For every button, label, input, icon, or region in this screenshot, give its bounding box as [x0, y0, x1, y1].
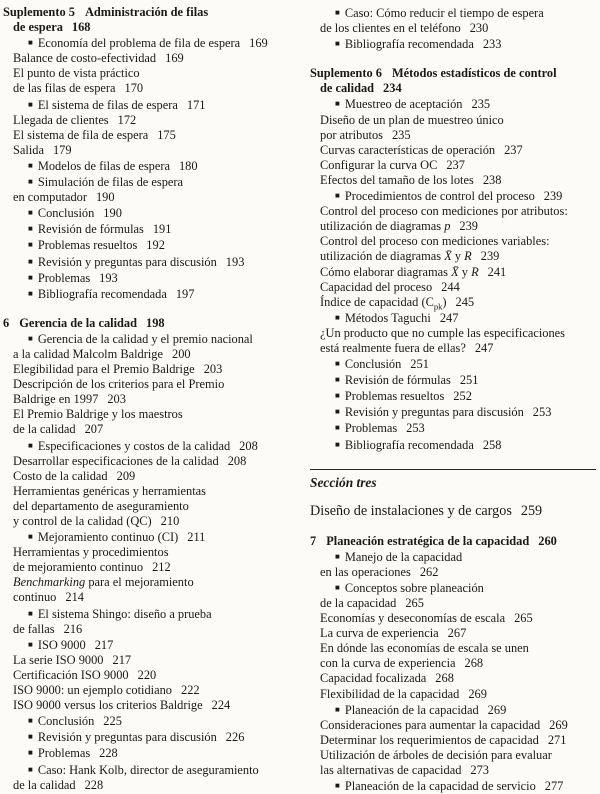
toc-line: Herramientas y procedimientos: [13, 545, 169, 560]
square-bullet-icon: ■: [335, 439, 340, 449]
page-number: 190: [95, 190, 115, 205]
page-number: 169: [165, 51, 184, 66]
toc-line: y control de la calidad (QC) 210: [13, 514, 180, 528]
toc-line: Costo de la calidad 209: [13, 468, 136, 483]
toc-item-bulleted: [310, 778, 600, 794]
chapter-number: Suplemento 5: [3, 5, 75, 19]
toc-line: de fallas 216: [13, 621, 83, 636]
page-number: 273: [470, 763, 489, 778]
toc-item-bulleted: [3, 205, 295, 221]
page-number: 247: [474, 340, 494, 355]
toc-line: Llegada de clientes 172: [13, 112, 137, 127]
toc-column-left: [3, 5, 295, 794]
page-number: 198: [146, 315, 165, 330]
page-number: 207: [84, 422, 104, 437]
toc-line: de mejoramiento continuo 212: [13, 560, 171, 575]
page-number: 212: [152, 560, 171, 575]
toc-item: [310, 143, 600, 158]
toc-line: ■ Revisión y preguntas para discusión 193: [28, 254, 245, 269]
toc-line: ■ Simulación de filas de espera: [28, 175, 184, 190]
square-bullet-icon: ■: [28, 208, 33, 218]
toc-line: ■ Problemas 193: [28, 270, 118, 285]
toc-line: ■ Problemas 253: [335, 421, 425, 436]
page-number: 226: [225, 730, 245, 745]
page-number: 224: [211, 698, 231, 713]
toc-item-bulleted: [3, 331, 295, 362]
page-number: 170: [124, 81, 144, 96]
page-number: 214: [65, 590, 84, 605]
toc-line: ■ Gerencia de la calidad y el premio nacional: [28, 331, 253, 346]
toc-item-bulleted: [3, 713, 295, 729]
page-number: 192: [146, 238, 165, 253]
toc-line: utilización de diagramas p 239: [320, 219, 478, 234]
toc-line: ■ El sistema Shingo: diseño a prueba: [28, 606, 212, 621]
toc-item: [3, 653, 295, 668]
part-heading: [310, 474, 600, 491]
toc-line: ■ Planeación de la capacidad de servicio 277: [335, 779, 564, 794]
section-divider-rule: [310, 469, 596, 470]
toc-item: [3, 143, 295, 158]
page-number: 172: [117, 112, 137, 127]
toc-line: a la calidad Malcolm Baldrige 200: [13, 346, 191, 361]
toc-line: de espera 168: [13, 20, 91, 35]
toc-line: utilización de diagramas X̄ y R 239: [320, 249, 500, 264]
page-number: 253: [406, 421, 425, 436]
toc-line: de la capacidad 265: [320, 596, 424, 610]
toc-item-bulleted: [310, 420, 600, 436]
toc-item-bulleted: [3, 762, 295, 793]
toc-item-bulleted: [3, 745, 295, 761]
toc-item: [310, 611, 600, 626]
page-number: 239: [459, 219, 478, 234]
toc-item: [3, 454, 295, 469]
toc-item: [310, 718, 600, 733]
page-number: 235: [471, 97, 491, 112]
toc-item: [310, 687, 600, 702]
square-bullet-icon: ■: [28, 240, 33, 250]
toc-line: 6 Gerencia de la calidad 198: [3, 315, 165, 330]
toc-item-bulleted: [310, 437, 600, 453]
page-number: 252: [453, 389, 472, 404]
toc-item-bulleted: [310, 388, 600, 404]
toc-chapter-heading: [3, 316, 295, 331]
toc-line: ■ Bibliografía recomendada 233: [335, 37, 502, 52]
toc-item: [3, 698, 295, 713]
toc-line: ■ Conclusión 190: [28, 206, 122, 221]
toc-item: [3, 377, 295, 407]
toc-item: [3, 683, 295, 698]
page-number: 235: [391, 127, 411, 142]
chapter-number: Suplemento 6: [310, 66, 382, 81]
page-number: 225: [103, 714, 122, 729]
square-bullet-icon: ■: [28, 288, 33, 298]
page-number: 234: [383, 81, 402, 96]
toc-item: [310, 641, 600, 671]
toc-item: [310, 326, 600, 356]
page-number: 228: [84, 777, 104, 792]
toc-line: ■ Revisión y preguntas para discusión 253: [335, 405, 552, 420]
toc-item-bulleted: [3, 286, 295, 302]
square-bullet-icon: ■: [28, 333, 33, 343]
toc-line: ■ Manejo de la capacidad: [335, 549, 463, 564]
page-number: 191: [152, 222, 172, 237]
square-bullet-icon: ■: [28, 732, 33, 742]
page-number: 168: [71, 20, 91, 35]
toc-line: ■ Conceptos sobre planeación: [335, 580, 484, 595]
toc-item: [310, 280, 600, 295]
toc-line: ISO 9000 versus los criterios Baldrige 224: [13, 698, 231, 713]
square-bullet-icon: ■: [335, 582, 340, 592]
toc-item: [3, 668, 295, 683]
toc-item: [3, 128, 295, 143]
page-number: 239: [480, 249, 500, 264]
page-number: 230: [469, 21, 489, 36]
toc-item: [310, 295, 600, 310]
page-number: 228: [99, 746, 118, 761]
toc-line: ■ Métodos Taguchi 247: [335, 310, 459, 325]
toc-line: Suplemento 6 Métodos estadísticos de control: [310, 66, 557, 81]
toc-item: [310, 113, 600, 143]
toc-line: Elegibilidad para el Premio Baldrige 203: [13, 362, 223, 377]
toc-line: ■ Caso: Hank Kolb, director de aseguramiento: [28, 762, 259, 777]
chapter-number: 6: [3, 315, 10, 330]
toc-line: de la calidad 228: [13, 777, 104, 792]
square-bullet-icon: ■: [28, 272, 33, 282]
toc-item: [3, 469, 295, 484]
toc-item-bulleted: [3, 97, 295, 113]
toc-item: [3, 51, 295, 66]
toc-column-right: [310, 5, 600, 794]
toc-line: Baldrige en 1997 203: [13, 392, 126, 407]
page-number: 190: [103, 206, 122, 221]
toc-line: ■ Muestreo de aceptación 235: [335, 97, 491, 112]
toc-line: ■ Modelos de filas de espera 180: [28, 158, 198, 173]
square-bullet-icon: ■: [28, 224, 33, 234]
page-number: 237: [446, 157, 465, 172]
toc-line: de los clientes en el teléfono 230: [320, 21, 489, 36]
toc-line: continuo 214: [13, 590, 84, 605]
square-bullet-icon: ■: [28, 440, 33, 450]
toc-line: Configurar la curva OC 237: [320, 157, 465, 172]
toc-line: ■ Planeación de la capacidad 269: [335, 702, 507, 717]
toc-item-bulleted: [310, 404, 600, 420]
toc-chapter-heading: [310, 66, 600, 96]
toc-line: ■ El sistema de filas de espera 171: [28, 97, 206, 112]
page-number: 271: [547, 732, 567, 747]
toc-line: ■ Conclusión 251: [335, 357, 429, 372]
toc-line: ■ Problemas resueltos 252: [335, 389, 472, 404]
page-number: 209: [116, 468, 136, 483]
square-bullet-icon: ■: [28, 38, 33, 48]
page-number: 265: [405, 596, 424, 610]
square-bullet-icon: ■: [28, 748, 33, 758]
page-number: 208: [227, 453, 247, 468]
toc-line: Salida 179: [13, 142, 72, 157]
toc-line: ■ Especificaciones y costos de la calidad 208: [28, 438, 258, 453]
page-number: 233: [482, 37, 502, 52]
part-title: [310, 503, 600, 520]
page-number: 179: [52, 142, 72, 157]
toc-line: Economías y deseconomías de escala 265: [320, 611, 533, 626]
toc-item-bulleted: [310, 5, 600, 36]
toc-line: Balance de costo-efectividad 169: [13, 51, 184, 66]
toc-line: en computador 190: [13, 190, 115, 205]
toc-line: en las operaciones 262: [320, 564, 439, 579]
toc-item: [3, 575, 295, 605]
toc-item: [310, 671, 600, 686]
square-bullet-icon: ■: [28, 256, 33, 266]
page-number: 244: [441, 279, 460, 294]
page-number: 200: [172, 346, 191, 361]
toc-line: de las filas de espera 170: [13, 81, 144, 96]
toc-line: Capacidad focalizada 268: [320, 671, 454, 686]
page-number: 269: [549, 717, 568, 732]
page-number: 259: [520, 502, 543, 519]
toc-line: ■ ISO 9000 217: [28, 637, 114, 652]
toc-item-bulleted: [3, 237, 295, 253]
toc-item-bulleted: [310, 356, 600, 372]
page-number: 267: [447, 626, 467, 641]
toc-line: Suplemento 5 Administración de filas: [3, 5, 209, 19]
square-bullet-icon: ■: [28, 716, 33, 726]
square-bullet-icon: ■: [335, 704, 340, 714]
toc-item-bulleted: [3, 174, 295, 205]
page-number: 241: [487, 264, 507, 279]
page-number: 245: [455, 294, 475, 309]
toc-item-bulleted: [310, 36, 600, 52]
square-bullet-icon: ■: [335, 359, 340, 369]
toc-item-bulleted: [310, 580, 600, 611]
square-bullet-icon: ■: [335, 781, 340, 791]
page-number: 268: [435, 671, 454, 686]
toc-item: [310, 204, 600, 234]
toc-item: [310, 173, 600, 188]
page-number: 251: [410, 357, 429, 372]
page-number: 197: [175, 286, 195, 301]
toc-line: Consideraciones para aumentar la capacidad 269: [320, 717, 568, 732]
toc-line: Descripción de los criterios para el Premio: [13, 377, 225, 392]
page-number: 222: [181, 683, 200, 698]
toc-item-bulleted: [3, 254, 295, 270]
toc-line: ISO 9000: un ejemplo cotidiano 222: [13, 683, 200, 698]
toc-line: En dónde las economías de escala se unen: [320, 641, 529, 656]
toc-item: [310, 748, 600, 778]
toc-line: Determinar los requerimientos de capacidad 271: [320, 732, 567, 747]
toc-item: [310, 733, 600, 748]
toc-line: con la curva de experiencia 268: [320, 656, 484, 671]
toc-line: Diseño de un plan de muestreo único: [320, 112, 504, 127]
toc-line: ■ Revisión de fórmulas 251: [335, 373, 479, 388]
toc-line: Herramientas genéricas y herramientas: [13, 483, 206, 498]
page-number: 269: [487, 702, 507, 717]
toc-line: Flexibilidad de la capacidad 269: [320, 686, 487, 701]
toc-line: Utilización de árboles de decisión para evaluar: [320, 747, 552, 762]
page-number: 210: [160, 514, 180, 528]
square-bullet-icon: ■: [335, 407, 340, 417]
toc-item: [3, 545, 295, 575]
page-number: 220: [137, 667, 157, 682]
toc-line: ■ Procedimientos de control del proceso 239: [335, 189, 563, 204]
toc-line: ■ Conclusión 225: [28, 714, 122, 729]
toc-line: ■ Economía del problema de fila de espera 169: [28, 36, 268, 51]
toc-item: [310, 626, 600, 641]
toc-line: Efectos del tamaño de los lotes 238: [320, 172, 502, 187]
toc-line: Diseño de instalaciones y de cargos 259: [310, 502, 543, 519]
page-number: 260: [538, 533, 557, 548]
toc-item-bulleted: [3, 729, 295, 745]
square-bullet-icon: ■: [335, 423, 340, 433]
page-number: 203: [107, 392, 126, 407]
toc-item: [310, 234, 600, 264]
page-number: 171: [186, 97, 206, 112]
toc-line: de la calidad 207: [13, 422, 104, 437]
page-number: 217: [112, 652, 132, 667]
page-number: 247: [439, 310, 459, 325]
toc-item-bulleted: [3, 438, 295, 454]
square-bullet-icon: ■: [335, 39, 340, 49]
toc-item-bulleted: [3, 35, 295, 51]
toc-line: Benchmarking para el mejoramiento: [13, 575, 194, 590]
square-bullet-icon: ■: [28, 639, 33, 649]
page-number: 262: [419, 564, 439, 579]
page-number: 237: [504, 142, 523, 157]
toc-item-bulleted: [3, 221, 295, 237]
toc-item-bulleted: [310, 549, 600, 580]
toc-item: [3, 484, 295, 529]
toc-line: ■ Mejoramiento continuo (CI) 211: [28, 530, 206, 545]
page-number: 265: [514, 611, 533, 626]
page-number: 216: [63, 621, 83, 636]
toc-line: La serie ISO 9000 217: [13, 652, 132, 667]
toc-line: por atributos 235: [320, 127, 411, 142]
toc-item-bulleted: [310, 702, 600, 718]
page-number: 208: [239, 438, 258, 453]
page-number: 277: [544, 779, 564, 794]
toc-line: está realmente fuera de ellas? 247: [320, 340, 494, 355]
toc-item-bulleted: [310, 188, 600, 204]
toc-line: ■ Problemas resueltos 192: [28, 238, 165, 253]
toc-line: El Premio Baldrige y los maestros: [13, 407, 183, 422]
toc-item: [310, 265, 600, 280]
toc-line: Índice de capacidad $(C_{pk})$ 245: [320, 294, 475, 312]
square-bullet-icon: ■: [335, 375, 340, 385]
toc-line: Desarrollar especificaciones de la calidad 208: [13, 453, 247, 468]
page-number: 258: [482, 437, 502, 452]
chapter-number: 7: [310, 533, 317, 548]
toc-item-bulleted: [3, 270, 295, 286]
page-number: 269: [468, 686, 487, 701]
toc-item: [3, 362, 295, 377]
toc-line: las alternativas de capacidad 273: [320, 763, 489, 778]
page-number: 251: [459, 373, 479, 388]
toc-line: del departamento de aseguramiento: [13, 498, 189, 513]
square-bullet-icon: ■: [335, 99, 340, 109]
page-number: 193: [225, 254, 245, 269]
toc-line: El punto de vista práctico: [13, 66, 140, 81]
toc-item-bulleted: [3, 529, 295, 545]
toc-item-bulleted: [310, 96, 600, 112]
toc-line: Cómo elaborar diagramas X̄ y R 241: [320, 264, 507, 279]
square-bullet-icon: ■: [335, 8, 340, 17]
page-number: 211: [187, 530, 206, 545]
toc-item: [3, 113, 295, 128]
toc-line: 7 Planeación estratégica de la capacidad 260: [310, 533, 557, 548]
square-bullet-icon: ■: [28, 177, 33, 187]
toc-item-bulleted: [3, 158, 295, 174]
toc-line: Control del proceso con mediciones por atributos:: [320, 204, 568, 219]
toc-item-bulleted: [3, 637, 295, 653]
toc-line: ■ Bibliografía recomendada 258: [335, 437, 502, 452]
page-number: 203: [203, 362, 223, 377]
toc-item: [3, 407, 295, 437]
square-bullet-icon: ■: [28, 99, 33, 109]
toc-line: ■ Bibliografía recomendada 197: [28, 286, 195, 301]
square-bullet-icon: ■: [28, 160, 33, 170]
toc-item: [3, 66, 295, 96]
toc-chapter-heading: [3, 5, 295, 35]
square-bullet-icon: ■: [335, 191, 340, 201]
toc-item-bulleted: [310, 372, 600, 388]
page-number: 268: [464, 656, 484, 671]
toc-line: Sección tres: [310, 474, 377, 490]
page-number: 175: [157, 127, 176, 142]
toc-line: ■ Revisión y preguntas para discusión 226: [28, 730, 245, 745]
square-bullet-icon: ■: [28, 532, 33, 542]
page-number: 180: [178, 158, 198, 173]
toc-line: La curva de experiencia 267: [320, 626, 467, 641]
square-bullet-icon: ■: [335, 551, 340, 561]
square-bullet-icon: ■: [335, 391, 340, 401]
page-number: 193: [99, 270, 118, 285]
toc-line: ■ Problemas 228: [28, 746, 118, 761]
toc-line: ¿Un producto que no cumple las especificaciones: [320, 325, 565, 340]
toc-line: ■ Caso: Cómo reducir el tiempo de espera: [335, 6, 544, 20]
square-bullet-icon: ■: [28, 764, 33, 774]
page-number: 217: [94, 637, 114, 652]
page-number: 169: [249, 36, 268, 51]
toc-item: [310, 158, 600, 173]
toc-line: El sistema de fila de espera 175: [13, 127, 176, 142]
toc-line: de calidad 234: [320, 81, 402, 96]
toc-line: Certificación ISO 9000 220: [13, 667, 157, 682]
square-bullet-icon: ■: [335, 312, 340, 322]
page-number: 239: [543, 189, 563, 204]
toc-line: Capacidad del proceso 244: [320, 279, 460, 294]
square-bullet-icon: ■: [28, 608, 33, 618]
page-number: 238: [482, 172, 502, 187]
toc-line: Curvas características de operación 237: [320, 142, 523, 157]
toc-chapter-heading: [310, 534, 600, 549]
toc-item-bulleted: [310, 310, 600, 326]
toc-line: Control del proceso con mediciones variables:: [320, 234, 550, 249]
toc-item-bulleted: [3, 606, 295, 637]
page-number: 253: [532, 405, 552, 420]
toc-line: ■ Revisión de fórmulas 191: [28, 222, 172, 237]
